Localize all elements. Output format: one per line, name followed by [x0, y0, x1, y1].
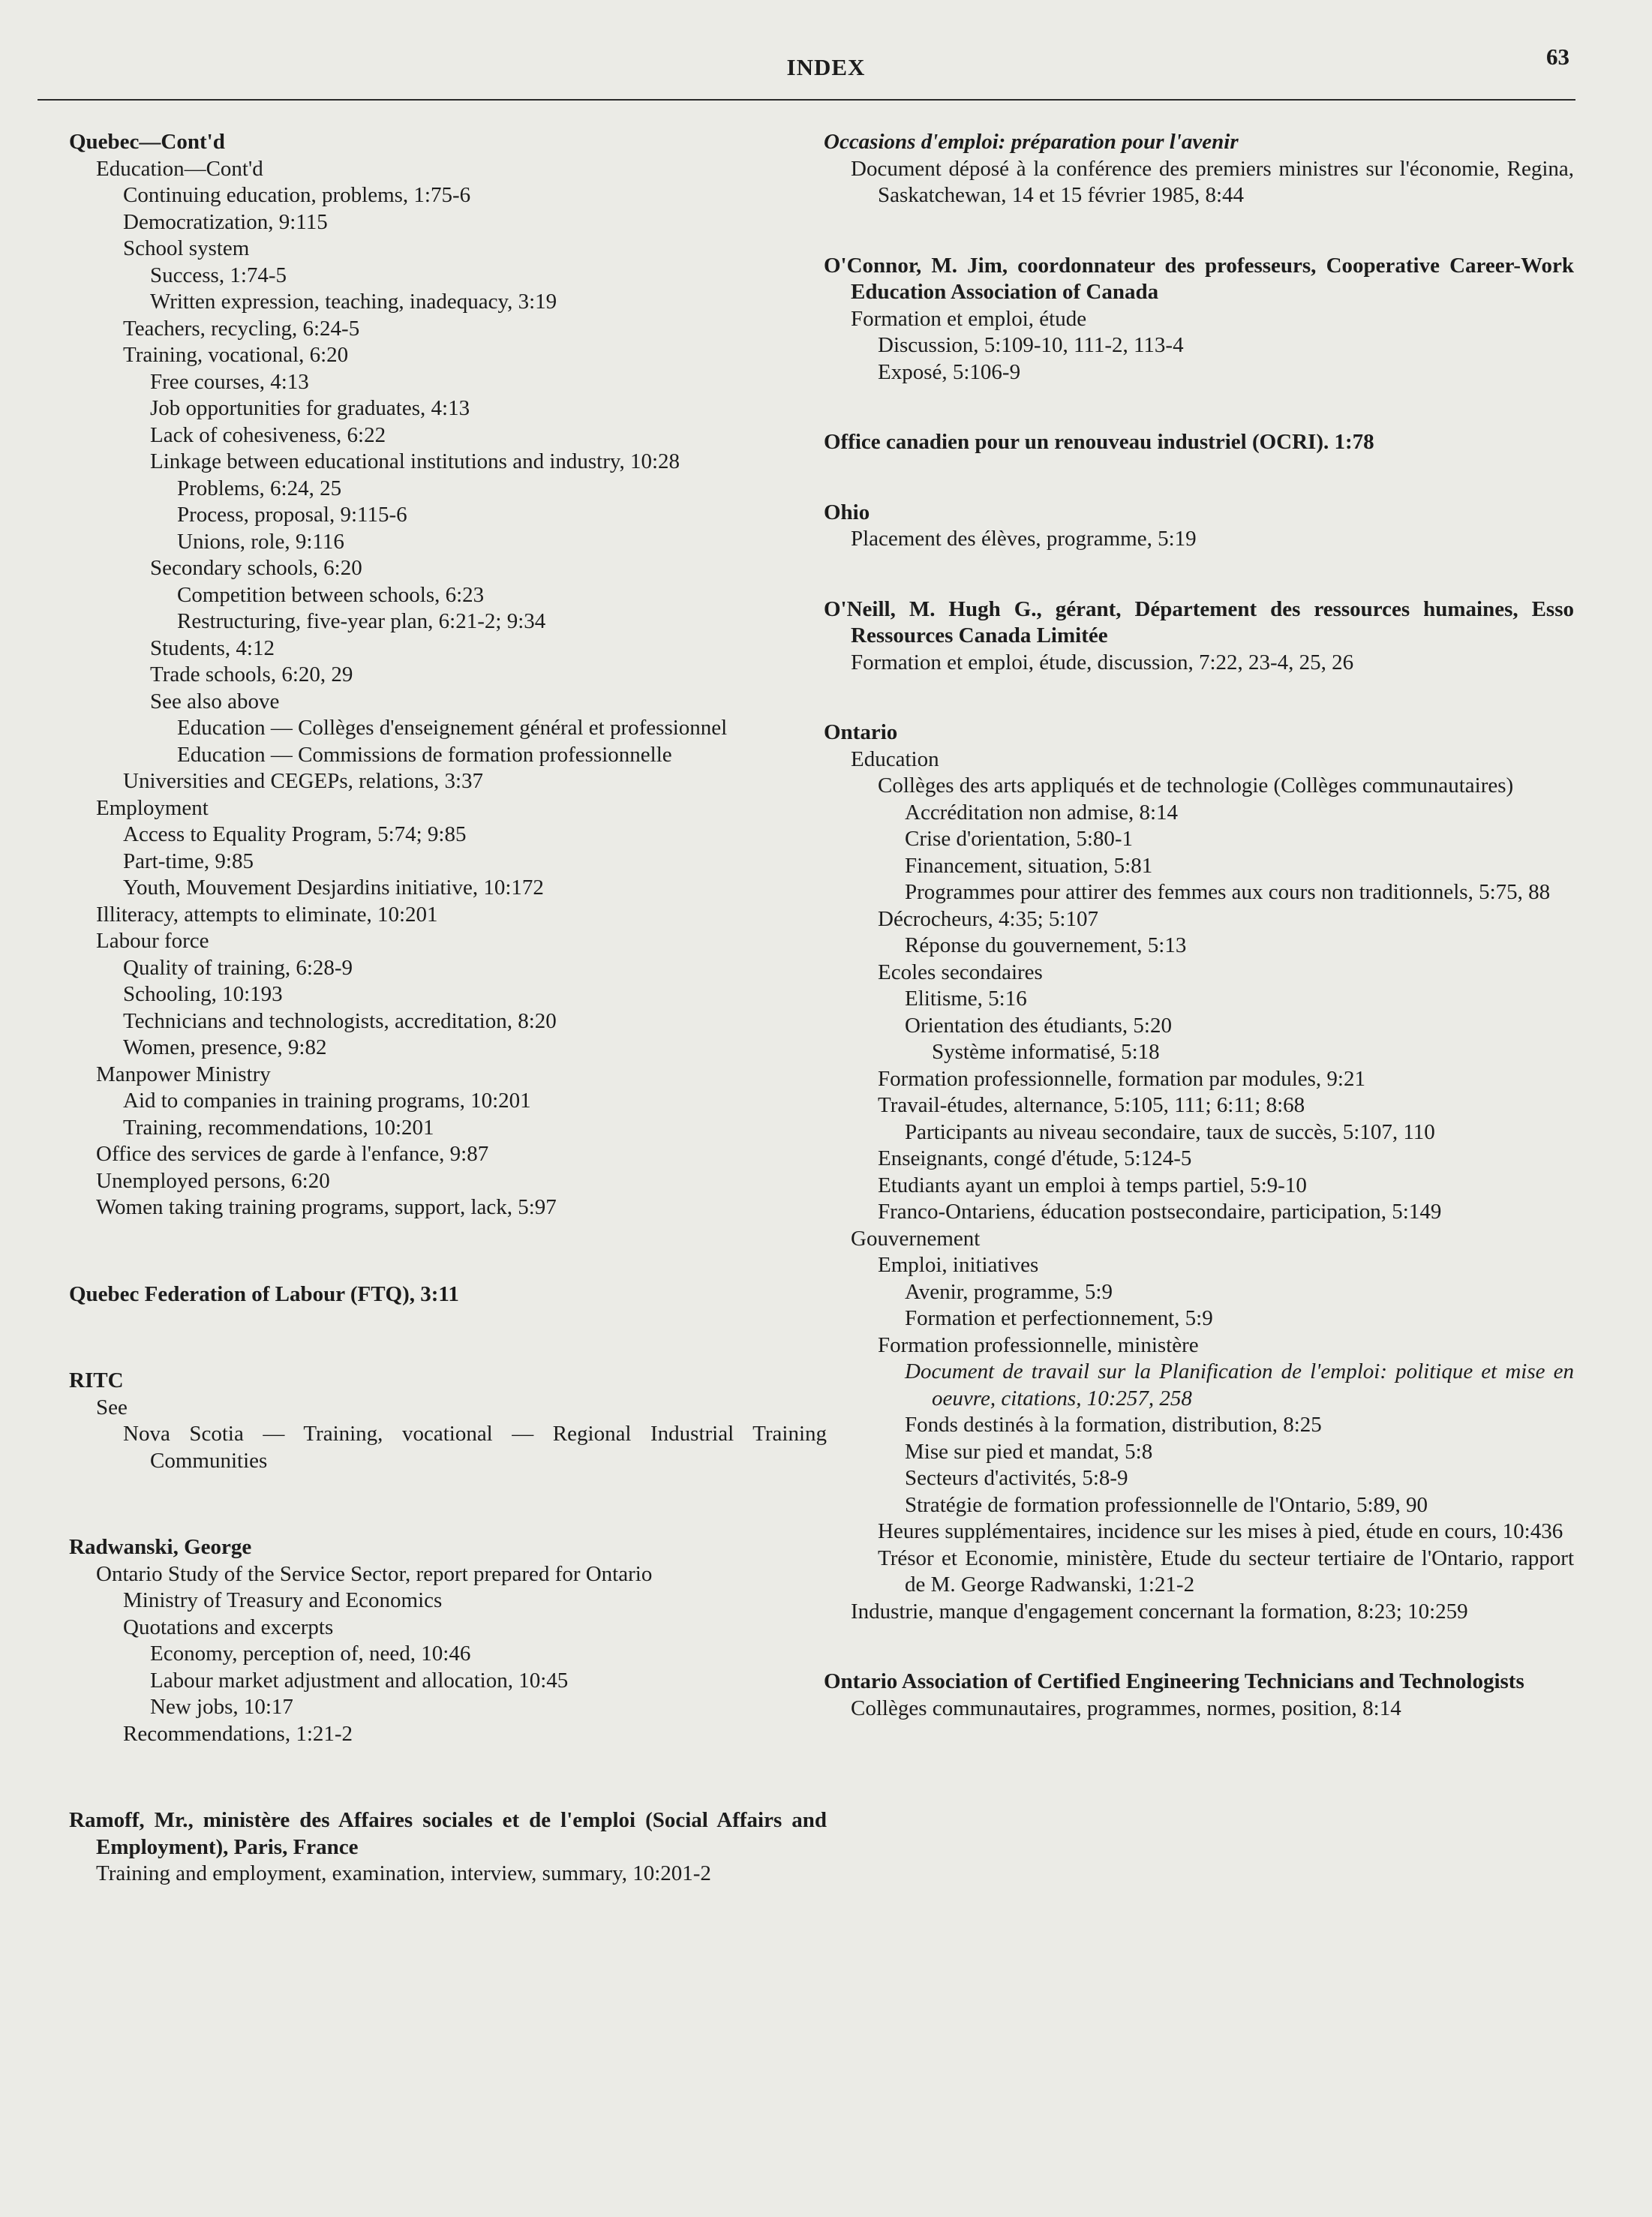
- header-rule: [38, 99, 1575, 101]
- index-subentry: Ontario Study of the Service Sector, report prepared for Ontario: [96, 1561, 653, 1586]
- index-subentry: Labour market adjustment and allocation, 10:45: [150, 1668, 569, 1693]
- index-heading: Ontario: [824, 720, 898, 744]
- index-subentry: Recommendations, 1:21-2: [123, 1721, 353, 1746]
- index-subentry: Fonds destinés à la formation, distribution, 8:25: [905, 1413, 1322, 1437]
- index-subentry: Labour force: [96, 929, 209, 953]
- entry-spacer: [824, 386, 1574, 429]
- index-subentry: Crise d'orientation, 5:80-1: [905, 827, 1134, 851]
- entry-spacer: [824, 1625, 1574, 1669]
- index-heading: Ramoff, Mr., ministère des Affaires sociales et de l'emploi (Social Affairs and Employment), Paris, France: [69, 1808, 827, 1859]
- index-subentry: Document de travail sur la Planification de l'emploi: politique et mise en oeuvre, citations, 10:257, 258: [905, 1359, 1574, 1410]
- index-subentry: Heures supplémentaires, incidence sur les mises à pied, étude en cours, 10:436: [878, 1519, 1563, 1543]
- index-heading: Quebec—Cont'd: [69, 130, 225, 154]
- index-subentry: Continuing education, problems, 1:75-6: [123, 183, 471, 207]
- index-subentry: Nova Scotia — Training, vocational — Regional Industrial Training Communities: [123, 1422, 827, 1473]
- index-subentry: Technicians and technologists, accreditation, 8:20: [123, 1008, 557, 1033]
- index-subentry: Industrie, manque d'engagement concernant la formation, 8:23; 10:259: [851, 1599, 1468, 1624]
- index-subentry: See: [96, 1395, 128, 1419]
- index-subentry: Economy, perception of, need, 10:46: [150, 1642, 471, 1666]
- index-subentry: Democratization, 9:115: [123, 209, 328, 234]
- index-subentry: Quotations and excerpts: [123, 1615, 334, 1639]
- index-subentry: Part-time, 9:85: [123, 849, 254, 873]
- index-subentry: See also above: [150, 689, 280, 713]
- index-subentry: Trésor et Economie, ministère, Etude du secteur tertiaire de l'Ontario, rapport de M. George Radwanski, 1:21-2: [878, 1546, 1574, 1597]
- index-subentry: Written expression, teaching, inadequacy, 3:19: [150, 290, 557, 314]
- index-heading: Office canadien pour un renouveau industriel (OCRI). 1:78: [824, 430, 1374, 454]
- running-header: INDEX: [786, 54, 866, 80]
- index-heading: Occasions d'emploi: préparation pour l'avenir: [824, 130, 1239, 154]
- index-subentry: Students, 4:12: [150, 635, 275, 660]
- index-subentry: Accréditation non admise, 8:14: [905, 800, 1179, 825]
- index-subentry: Formation et emploi, étude: [851, 306, 1087, 331]
- index-subentry: Office des services de garde à l'enfance, 9:87: [96, 1142, 489, 1166]
- index-subentry: Manpower Ministry: [96, 1062, 271, 1086]
- index-heading: O'Connor, M. Jim, coordonnateur des professeurs, Cooperative Career-Work Education Association of Canada: [824, 253, 1574, 304]
- index-subentry: Programmes pour attirer des femmes aux cours non traditionnels, 5:75, 88: [905, 880, 1551, 904]
- entry-spacer: [69, 1747, 827, 1807]
- index-subentry: Emploi, initiatives: [878, 1253, 1039, 1277]
- index-subentry: Quality of training, 6:28-9: [123, 955, 353, 980]
- index-subentry: Travail-études, alternance, 5:105, 111; 6:11; 8:68: [878, 1093, 1305, 1117]
- entry-spacer: [824, 456, 1574, 500]
- index-subentry: Ecoles secondaires: [878, 960, 1043, 984]
- index-subentry: Women taking training programs, support, lack, 5:97: [96, 1195, 557, 1219]
- index-subentry: Education — Commissions de formation professionnelle: [177, 742, 672, 767]
- index-subentry: Gouvernement: [851, 1226, 981, 1251]
- index-subentry: Système informatisé, 5:18: [932, 1040, 1160, 1064]
- index-subentry: Financement, situation, 5:81: [905, 853, 1153, 878]
- index-subentry: Problems, 6:24, 25: [177, 476, 342, 500]
- index-subentry: Teachers, recycling, 6:24-5: [123, 316, 360, 341]
- index-heading: Ohio: [824, 500, 870, 524]
- index-subentry: Discussion, 5:109-10, 111-2, 113-4: [878, 333, 1184, 357]
- index-subentry: Education—Cont'd: [96, 156, 263, 181]
- entry-spacer: [69, 1474, 827, 1534]
- index-subentry: Women, presence, 9:82: [123, 1035, 327, 1059]
- index-subentry: Aid to companies in training programs, 10:201: [123, 1089, 531, 1113]
- index-column-right: [824, 129, 1574, 1722]
- index-subentry: Collèges des arts appliqués et de technologie (Collèges communautaires): [878, 774, 1514, 798]
- index-subentry: Mise sur pied et mandat, 5:8: [905, 1439, 1153, 1464]
- index-subentry: Restructuring, five-year plan, 6:21-2; 9:34: [177, 609, 546, 633]
- index-subentry: Trade schools, 6:20, 29: [150, 662, 353, 686]
- index-subentry: Enseignants, congé d'étude, 5:124-5: [878, 1146, 1192, 1170]
- index-subentry: Stratégie de formation professionnelle de l'Ontario, 5:89, 90: [905, 1492, 1428, 1517]
- index-subentry: Illiteracy, attempts to eliminate, 10:201: [96, 902, 438, 927]
- index-subentry: Formation professionnelle, ministère: [878, 1332, 1199, 1357]
- index-subentry: Success, 1:74-5: [150, 263, 287, 287]
- index-subentry: Elitisme, 5:16: [905, 987, 1027, 1011]
- index-subentry: Formation et emploi, étude, discussion, 7:22, 23-4, 25, 26: [851, 650, 1354, 674]
- index-subentry: Training and employment, examination, interview, summary, 10:201-2: [96, 1861, 711, 1885]
- index-subentry: Etudiants ayant un emploi à temps partiel, 5:9-10: [878, 1173, 1307, 1197]
- index-subentry: Unemployed persons, 6:20: [96, 1168, 330, 1193]
- index-subentry: Document déposé à la conférence des premiers ministres sur l'économie, Regina, Saskatchewan, 14 et 15 février 1985, 8:44: [851, 156, 1574, 207]
- index-subentry: Décrocheurs, 4:35; 5:107: [878, 906, 1098, 931]
- index-subentry: Unions, role, 9:116: [177, 529, 344, 554]
- index-column-left: [69, 129, 827, 1888]
- index-subentry: Process, proposal, 9:115-6: [177, 503, 407, 527]
- index-subentry: Exposé, 5:106-9: [878, 359, 1021, 384]
- index-subentry: Youth, Mouvement Desjardins initiative, 10:172: [123, 876, 544, 900]
- index-subentry: Franco-Ontariens, éducation postsecondaire, participation, 5:149: [878, 1200, 1442, 1224]
- index-heading: Ontario Association of Certified Engineering Technicians and Technologists: [824, 1669, 1524, 1693]
- entry-spacer: [69, 1221, 827, 1281]
- entry-spacer: [69, 1308, 827, 1368]
- index-subentry: Ministry of Treasury and Economics: [123, 1588, 443, 1612]
- entry-spacer: [824, 676, 1574, 719]
- index-subentry: Schooling, 10:193: [123, 982, 283, 1006]
- index-subentry: Universities and CEGEPs, relations, 3:37: [123, 769, 484, 793]
- page-number: 63: [1546, 44, 1569, 70]
- index-subentry: Training, recommendations, 10:201: [123, 1115, 434, 1140]
- index-subentry: Collèges communautaires, programmes, normes, position, 8:14: [851, 1696, 1401, 1720]
- index-subentry: Avenir, programme, 5:9: [905, 1279, 1113, 1304]
- index-subentry: Free courses, 4:13: [150, 369, 309, 394]
- index-subentry: Orientation des étudiants, 5:20: [905, 1013, 1172, 1038]
- index-subentry: Lack of cohesiveness, 6:22: [150, 422, 386, 447]
- index-subentry: Education — Collèges d'enseignement général et professionnel: [177, 716, 728, 740]
- index-subentry: Access to Equality Program, 5:74; 9:85: [123, 822, 467, 846]
- index-subentry: Training, vocational, 6:20: [123, 343, 349, 367]
- index-subentry: Competition between schools, 6:23: [177, 582, 485, 607]
- index-subentry: Formation et perfectionnement, 5:9: [905, 1306, 1213, 1330]
- index-subentry: Participants au niveau secondaire, taux de succès, 5:107, 110: [905, 1119, 1435, 1144]
- entry-spacer: [824, 553, 1574, 596]
- index-heading: O'Neill, M. Hugh G., gérant, Département des ressources humaines, Esso Ressources Canada Limitée: [824, 596, 1574, 647]
- index-subentry: Formation professionnelle, formation par modules, 9:21: [878, 1066, 1365, 1091]
- index-subentry: Placement des élèves, programme, 5:19: [851, 527, 1197, 551]
- index-subentry: Secteurs d'activités, 5:8-9: [905, 1466, 1128, 1490]
- index-heading: RITC: [69, 1368, 124, 1392]
- index-subentry: Secondary schools, 6:20: [150, 556, 362, 580]
- index-subentry: Réponse du gouvernement, 5:13: [905, 933, 1187, 957]
- index-subentry: Education: [851, 747, 939, 771]
- index-subentry: Employment: [96, 795, 209, 820]
- index-heading: Radwanski, George: [69, 1535, 252, 1559]
- index-subentry: Job opportunities for graduates, 4:13: [150, 396, 470, 420]
- index-heading: Quebec Federation of Labour (FTQ), 3:11: [69, 1281, 459, 1306]
- entry-spacer: [824, 209, 1574, 253]
- index-subentry: New jobs, 10:17: [150, 1695, 293, 1719]
- index-subentry: Linkage between educational institutions and industry, 10:28: [150, 449, 680, 473]
- index-subentry: School system: [123, 236, 250, 260]
